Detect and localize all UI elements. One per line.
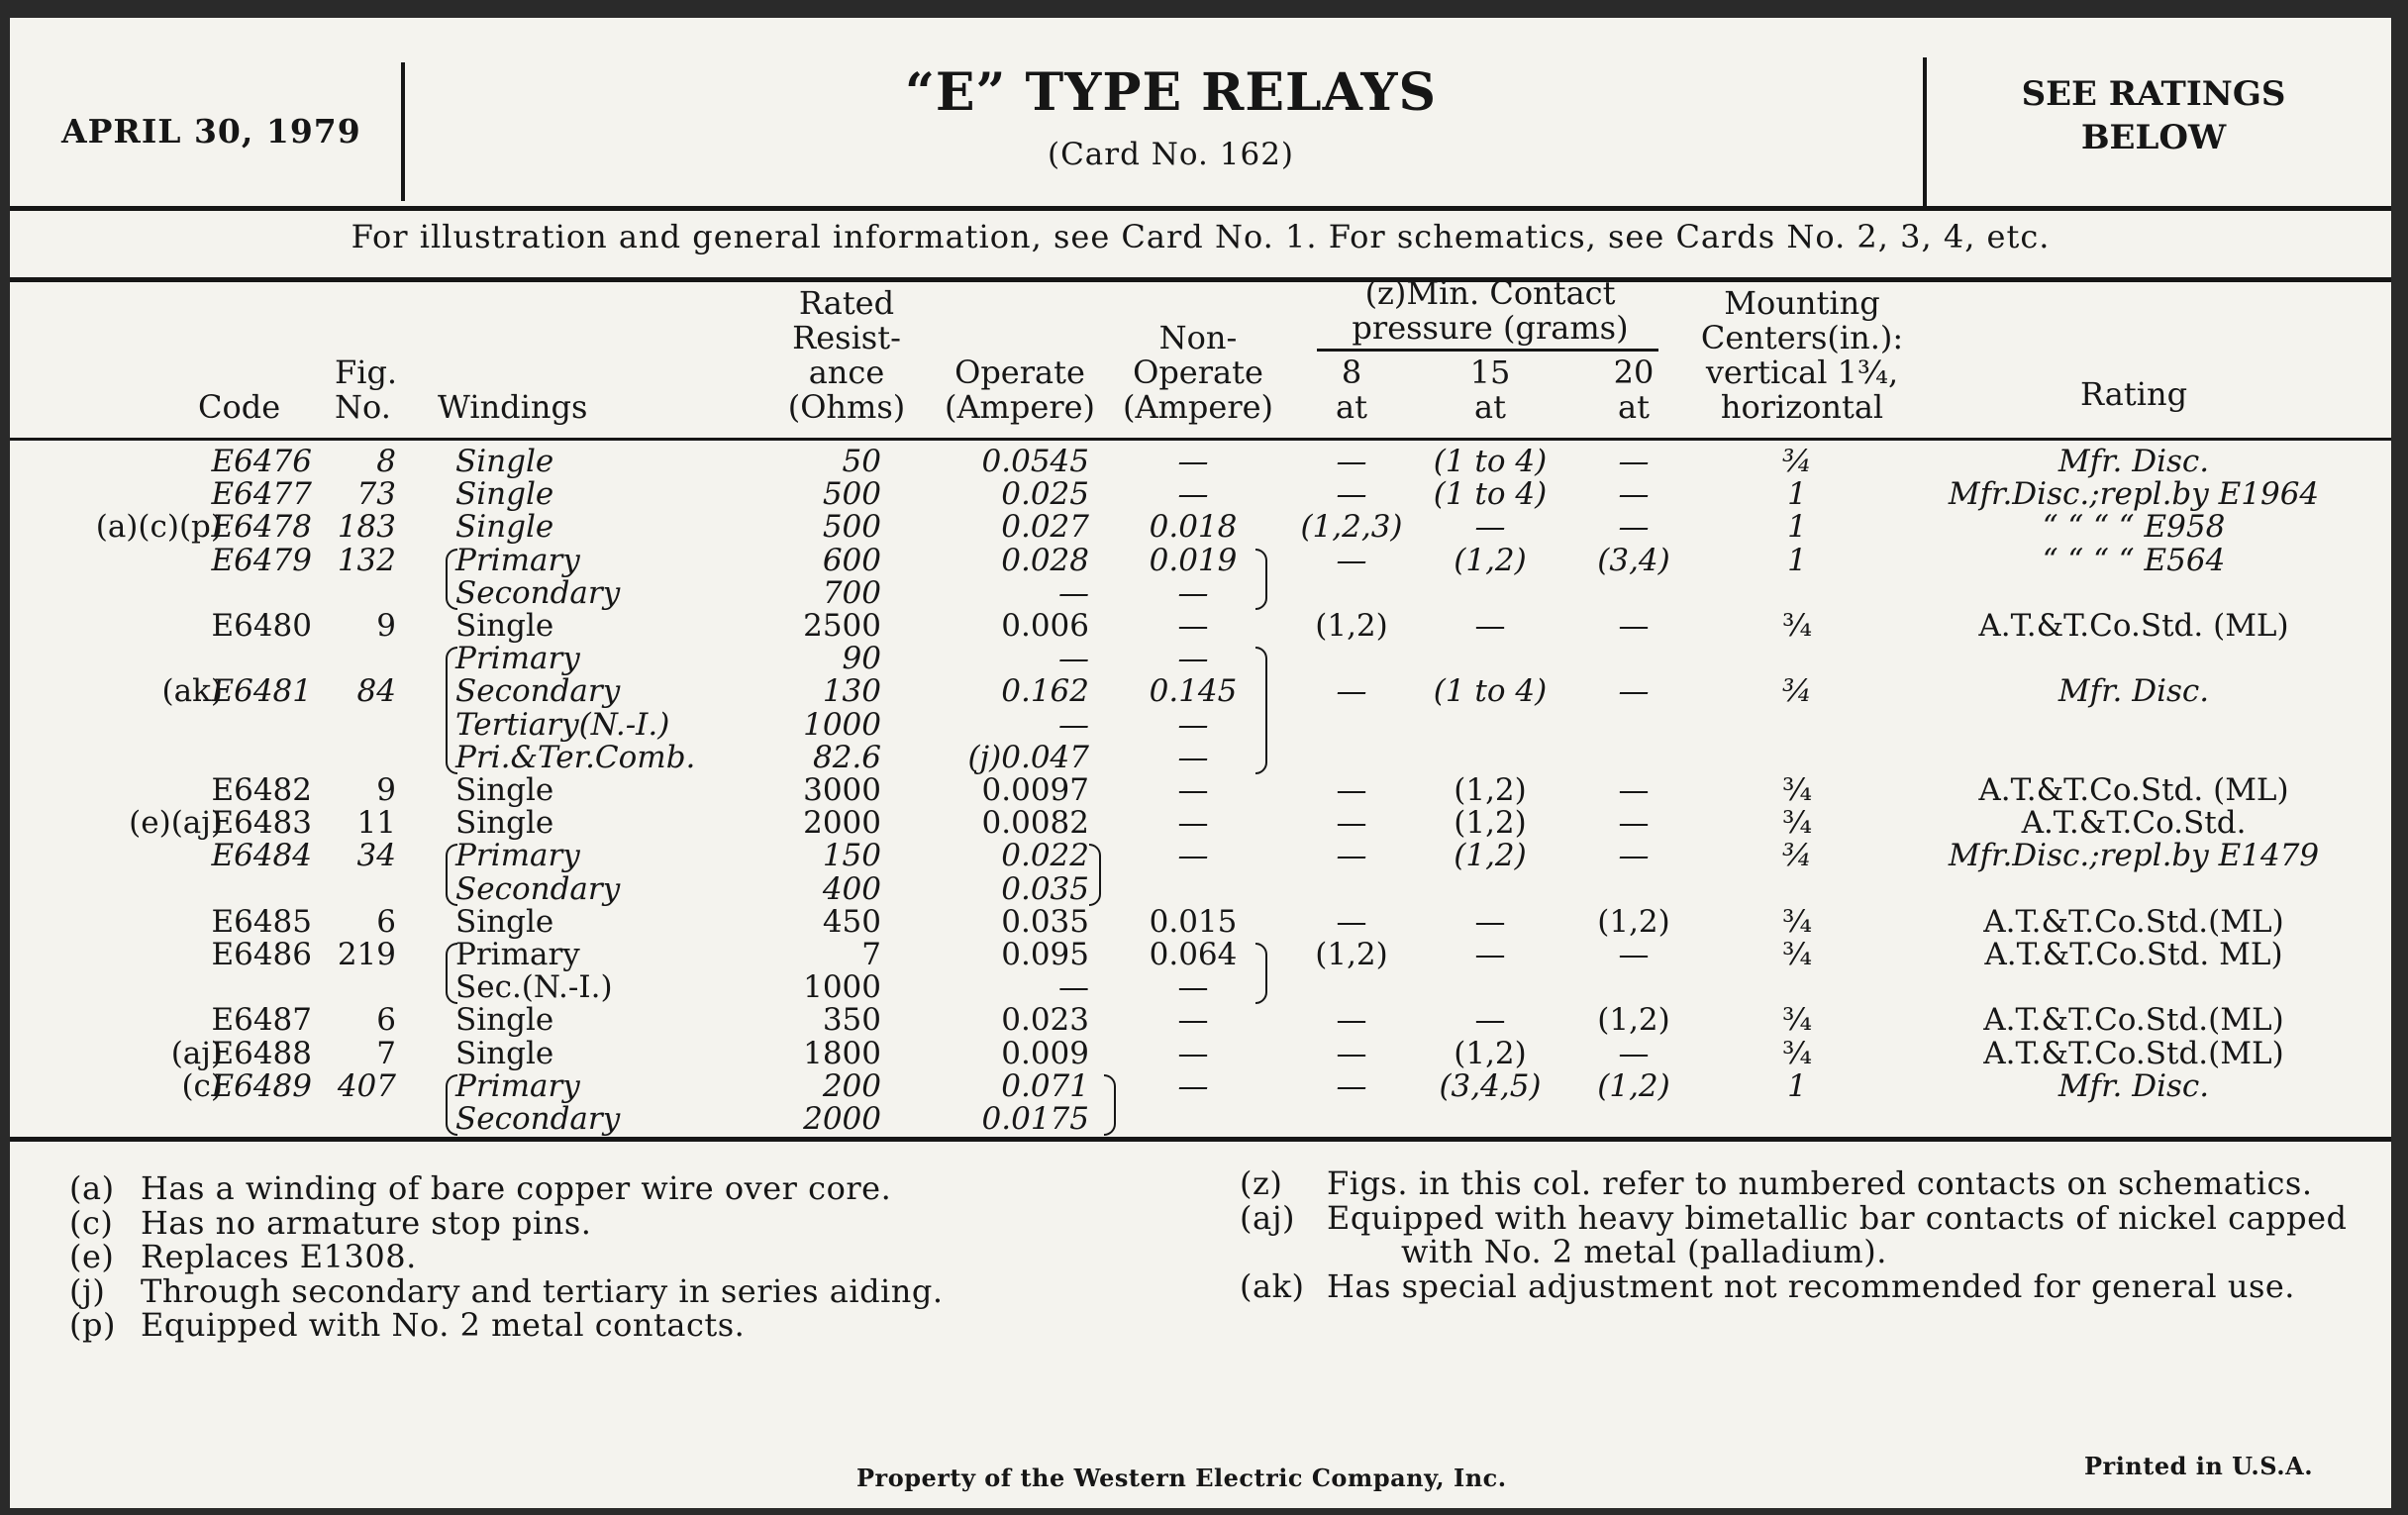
- row-pressure-8: (1,2): [1315, 937, 1388, 972]
- row-pressure-20: —: [1618, 805, 1650, 842]
- row-pressure-15: —: [1474, 1002, 1506, 1039]
- row-code: E6476: [211, 444, 312, 479]
- footnote-text: Has a winding of bare copper wire over core.: [141, 1169, 892, 1207]
- row-operate: 0.0545: [981, 444, 1089, 479]
- row-rating: A.T.&T.Co.Std. ML): [1984, 937, 2283, 972]
- row-pressure-20: (1,2): [1597, 1002, 1670, 1039]
- row-operate: 0.023: [1001, 1002, 1089, 1039]
- brace-windings-e6484: [446, 844, 457, 905]
- row-operate: 0.006: [1001, 608, 1089, 644]
- row-resistance: 2000: [803, 805, 881, 842]
- col-header-res-4: (Ohms): [787, 388, 906, 426]
- row-prefix: (c): [181, 1067, 223, 1104]
- row-pressure-8: —: [1336, 903, 1367, 940]
- row-nonoperate: —: [1177, 476, 1209, 513]
- header-divider-right: [1923, 57, 1927, 206]
- row-operate: 0.025: [1001, 476, 1089, 513]
- row-fig: 407: [337, 1067, 396, 1104]
- row-rating: Mfr. Disc.: [2057, 1067, 2210, 1104]
- row-fig: 73: [356, 476, 396, 513]
- footnote-key: (p): [69, 1306, 116, 1344]
- row-code: E6489: [211, 1067, 312, 1104]
- row-operate: 0.009: [1001, 1035, 1089, 1071]
- row-windings: Single: [455, 805, 554, 842]
- row-code: E6479: [211, 542, 312, 578]
- row-mounting: ¾: [1781, 805, 1813, 842]
- card-number: (Card No. 162): [1047, 137, 1295, 172]
- row-prefix: (ak): [161, 673, 223, 710]
- row-nonoperate: —: [1177, 641, 1209, 677]
- row-pressure-20: —: [1618, 838, 1650, 874]
- brace-operate-e6484: [1089, 844, 1101, 905]
- row-mounting: ¾: [1781, 772, 1813, 808]
- col-header-nonop-1: Non-: [1158, 319, 1238, 356]
- footnote-key: (e): [69, 1238, 115, 1275]
- row-resistance: 2000: [803, 1101, 881, 1137]
- row-code: E6477: [211, 476, 312, 513]
- row-pressure-15: —: [1474, 903, 1506, 940]
- row-code: E6483: [211, 805, 312, 842]
- row-mounting: ¾: [1781, 1002, 1813, 1039]
- row-windings: Single: [455, 444, 554, 479]
- see-ratings-note: [1946, 72, 2361, 159]
- row-mounting: ¾: [1781, 937, 1813, 972]
- row-resistance: 3000: [803, 772, 881, 808]
- row-resistance: 350: [822, 1002, 881, 1039]
- row-operate: —: [1058, 641, 1089, 677]
- col-header-p8-1: 8: [1341, 354, 1362, 391]
- row-pressure-8: (1,2): [1315, 608, 1388, 644]
- row-windings: Primary: [455, 641, 580, 677]
- row-windings: Single: [455, 1035, 554, 1071]
- row-operate: 0.0097: [981, 772, 1089, 808]
- row-pressure-15: —: [1474, 937, 1506, 972]
- row-resistance: 2500: [803, 608, 881, 644]
- row-resistance: 500: [822, 509, 881, 546]
- row-rating: Mfr.Disc.;repl.by E1479: [1948, 838, 2320, 874]
- row-prefix: (a)(c)(p): [95, 509, 223, 546]
- row-rating: A.T.&T.Co.Std.(ML): [1983, 903, 2284, 940]
- row-windings: Secondary: [455, 870, 621, 907]
- footnote-key: (ak): [1240, 1266, 1305, 1305]
- row-pressure-15: (1,2): [1454, 772, 1527, 808]
- footnote-text: Has special adjustment not recommended for general use.: [1327, 1266, 2295, 1305]
- row-fig: 8: [376, 444, 396, 479]
- row-code: E6481: [211, 673, 312, 710]
- row-pressure-8: —: [1336, 476, 1367, 513]
- col-header-mount-3: vertical 1¾,: [1705, 354, 1899, 391]
- row-rating: A.T.&T.Co.Std.: [2021, 805, 2247, 842]
- col-header-p20-1: 20: [1613, 354, 1655, 391]
- row-fig: 11: [356, 805, 396, 842]
- row-pressure-20: (1,2): [1597, 903, 1670, 940]
- row-resistance: 50: [842, 444, 881, 479]
- row-mounting: 1: [1787, 1067, 1807, 1104]
- row-operate: (j)0.047: [967, 739, 1089, 775]
- row-pressure-20: —: [1618, 444, 1650, 479]
- row-pressure-20: (1,2): [1597, 1067, 1670, 1104]
- row-mounting: 1: [1787, 476, 1807, 513]
- row-rating: “ “ “ “ E564: [2042, 542, 2226, 578]
- row-code: E6488: [211, 1035, 312, 1071]
- row-operate: —: [1058, 969, 1089, 1006]
- row-mounting: ¾: [1781, 608, 1813, 644]
- row-pressure-8: —: [1336, 1002, 1367, 1039]
- col-header-operate-2: (Ampere): [944, 388, 1096, 426]
- row-pressure-8: —: [1336, 805, 1367, 842]
- page-title: “E” TYPE RELAYS: [904, 62, 1438, 123]
- footnote-text: with No. 2 metal (palladium).: [1401, 1233, 1887, 1270]
- property-notice: Property of the Western Electric Company, Inc.: [856, 1464, 1507, 1492]
- row-resistance: 130: [822, 673, 881, 710]
- row-pressure-20: (3,4): [1597, 542, 1670, 578]
- row-nonoperate: 0.064: [1149, 937, 1238, 972]
- footnote-text: Equipped with heavy bimetallic bar contacts of nickel capped: [1327, 1198, 2348, 1237]
- row-fig: 9: [376, 608, 396, 644]
- table-header-rule: [10, 438, 2391, 441]
- row-windings: Single: [455, 509, 554, 546]
- col-header-rating: Rating: [2079, 375, 2188, 413]
- row-rating: “ “ “ “ E958: [2042, 509, 2226, 546]
- row-windings: Secondary: [455, 1101, 621, 1137]
- row-windings: Secondary: [455, 673, 621, 710]
- row-nonoperate: 0.015: [1149, 903, 1238, 940]
- col-header-p15-1: 15: [1469, 354, 1511, 391]
- col-header-mount-2: Centers(in.):: [1700, 319, 1904, 356]
- pressure-group-rule: [1317, 349, 1658, 352]
- row-fig: 6: [376, 1002, 396, 1039]
- row-pressure-15: (1 to 4): [1433, 476, 1548, 513]
- row-windings: Sec.(N.-I.): [455, 969, 613, 1006]
- col-header-operate-1: Operate: [954, 354, 1085, 391]
- row-pressure-20: —: [1618, 608, 1650, 644]
- brace-nonop-e6486: [1255, 943, 1267, 1004]
- row-pressure-20: —: [1618, 1035, 1650, 1071]
- row-pressure-8: —: [1336, 444, 1367, 479]
- row-resistance: 200: [822, 1067, 881, 1104]
- footnote-key: (j): [69, 1271, 106, 1310]
- row-nonoperate: 0.019: [1149, 542, 1238, 578]
- row-nonoperate: 0.018: [1149, 509, 1238, 546]
- row-pressure-8: —: [1336, 673, 1367, 710]
- row-pressure-8: —: [1336, 1067, 1367, 1104]
- row-pressure-20: —: [1618, 476, 1650, 513]
- row-pressure-15: (1,2): [1454, 805, 1527, 842]
- footnote-key: (c): [69, 1203, 114, 1242]
- row-code: E6482: [211, 772, 312, 808]
- row-resistance: 90: [842, 641, 881, 677]
- row-resistance: 1000: [803, 969, 881, 1006]
- row-nonoperate: —: [1177, 969, 1209, 1006]
- row-nonoperate: —: [1177, 772, 1209, 808]
- footnote-key: (a): [69, 1169, 115, 1207]
- row-resistance: 500: [822, 476, 881, 513]
- col-header-pressure-1: (z)Min. Contact: [1364, 274, 1616, 312]
- row-rating: A.T.&T.Co.Std.(ML): [1983, 1002, 2284, 1039]
- row-pressure-8: —: [1336, 542, 1367, 578]
- row-nonoperate: —: [1177, 838, 1209, 874]
- row-pressure-20: —: [1618, 937, 1650, 972]
- row-mounting: ¾: [1781, 838, 1813, 874]
- brace-operate-e6489: [1104, 1074, 1116, 1136]
- row-windings: Primary: [455, 1067, 580, 1104]
- row-pressure-20: —: [1618, 673, 1650, 710]
- illustration-note: For illustration and general information, see Card No. 1. For schematics, see Cards No. 2, 3, 4, etc.: [351, 218, 2051, 255]
- row-mounting: 1: [1787, 542, 1807, 578]
- row-pressure-15: (1 to 4): [1433, 444, 1548, 479]
- col-header-fig-2: No.: [335, 388, 391, 426]
- row-windings: Single: [455, 903, 554, 940]
- row-nonoperate: —: [1177, 805, 1209, 842]
- row-pressure-20: —: [1618, 772, 1650, 808]
- row-windings: Primary: [455, 838, 580, 874]
- row-nonoperate: —: [1177, 608, 1209, 644]
- row-resistance: 150: [822, 838, 881, 874]
- col-header-p15-2: at: [1474, 388, 1506, 426]
- row-windings: Pri.&Ter.Comb.: [455, 739, 696, 775]
- row-resistance: 1800: [803, 1035, 881, 1071]
- row-fig: 84: [356, 673, 396, 710]
- brace-windings-e6479: [446, 549, 457, 610]
- row-code: E6485: [211, 903, 312, 940]
- row-code: E6478: [211, 509, 312, 546]
- col-header-code: Code: [198, 388, 281, 426]
- col-header-fig-1: Fig.: [335, 354, 398, 391]
- footnote-text: Equipped with No. 2 metal contacts.: [141, 1306, 746, 1344]
- row-nonoperate: —: [1177, 574, 1209, 611]
- row-nonoperate: —: [1177, 706, 1209, 743]
- row-fig: 6: [376, 903, 396, 940]
- row-pressure-15: (1,2): [1454, 838, 1527, 874]
- row-resistance: 400: [822, 870, 881, 907]
- row-pressure-8: —: [1336, 1035, 1367, 1071]
- row-pressure-8: —: [1336, 772, 1367, 808]
- header-rule: [10, 206, 2391, 211]
- row-windings: Single: [455, 476, 554, 513]
- row-nonoperate: 0.145: [1149, 673, 1238, 710]
- row-pressure-15: —: [1474, 608, 1506, 644]
- row-rating: A.T.&T.Co.Std.(ML): [1983, 1035, 2284, 1071]
- row-resistance: 82.6: [812, 739, 881, 775]
- col-header-p8-2: at: [1336, 388, 1367, 426]
- col-header-nonop-3: (Ampere): [1122, 388, 1274, 426]
- row-rating: Mfr. Disc.: [2057, 673, 2210, 710]
- col-header-mount-1: Mounting: [1724, 284, 1880, 322]
- row-fig: 7: [376, 1035, 396, 1071]
- row-resistance: 1000: [803, 706, 881, 743]
- row-operate: 0.028: [1001, 542, 1089, 578]
- row-mounting: ¾: [1781, 444, 1813, 479]
- brace-nonop-e6479: [1255, 549, 1267, 610]
- footnote-text: Through secondary and tertiary in series aiding.: [141, 1271, 944, 1310]
- brace-windings-e6486: [446, 943, 457, 1004]
- ratings-line-2: BELOW: [2080, 118, 2227, 157]
- row-resistance: 450: [822, 903, 881, 940]
- row-mounting: ¾: [1781, 1035, 1813, 1071]
- row-operate: —: [1058, 706, 1089, 743]
- row-operate: 0.071: [1001, 1067, 1089, 1104]
- brace-nonop-e6481: [1255, 647, 1267, 774]
- ratings-line-1: SEE RATINGS: [2021, 74, 2286, 114]
- row-pressure-15: (1,2): [1454, 1035, 1527, 1071]
- col-header-res-3: ance: [808, 354, 885, 391]
- col-header-mount-4: horizontal: [1720, 388, 1884, 426]
- row-mounting: 1: [1787, 509, 1807, 546]
- row-pressure-15: —: [1474, 509, 1506, 546]
- row-rating: A.T.&T.Co.Std. (ML): [1978, 772, 2289, 808]
- row-nonoperate: —: [1177, 1067, 1209, 1104]
- footnote-text: Replaces E1308.: [141, 1238, 417, 1275]
- table-bottom-rule: [10, 1137, 2391, 1142]
- row-pressure-20: —: [1618, 509, 1650, 546]
- row-pressure-8: (1,2,3): [1300, 509, 1403, 546]
- row-fig: 132: [337, 542, 396, 578]
- row-pressure-15: (1 to 4): [1433, 673, 1548, 710]
- row-rating: A.T.&T.Co.Std. (ML): [1978, 608, 2289, 644]
- row-windings: Single: [455, 772, 554, 808]
- row-operate: 0.035: [1001, 903, 1089, 940]
- col-header-res-1: Rated: [798, 284, 895, 322]
- col-header-res-2: Resist-: [792, 319, 901, 356]
- row-operate: 0.095: [1001, 937, 1089, 972]
- footnote-text: Has no armature stop pins.: [141, 1203, 592, 1242]
- footnote-key: (aj): [1240, 1198, 1295, 1237]
- row-operate: 0.035: [1001, 870, 1089, 907]
- row-fig: 34: [356, 838, 396, 874]
- row-resistance: 600: [822, 542, 881, 578]
- row-rating: Mfr.Disc.;repl.by E1964: [1948, 476, 2320, 513]
- row-operate: —: [1058, 574, 1089, 611]
- row-nonoperate: —: [1177, 739, 1209, 775]
- card-date: APRIL 30, 1979: [61, 112, 361, 151]
- brace-windings-e6481: [446, 647, 457, 774]
- row-operate: 0.162: [1001, 673, 1089, 710]
- printed-notice: Printed in U.S.A.: [2084, 1452, 2314, 1480]
- row-code: E6484: [211, 838, 312, 874]
- row-pressure-15: (3,4,5): [1439, 1067, 1542, 1104]
- brace-windings-e6489: [446, 1074, 457, 1136]
- row-operate: 0.0175: [981, 1101, 1089, 1137]
- row-prefix: (e)(aj): [129, 805, 223, 842]
- row-windings: Tertiary(N.-I.): [455, 706, 670, 743]
- row-windings: Single: [455, 608, 554, 644]
- row-mounting: ¾: [1781, 903, 1813, 940]
- row-fig: 219: [337, 937, 396, 972]
- row-nonoperate: —: [1177, 444, 1209, 479]
- row-windings: Primary: [455, 937, 580, 972]
- row-nonoperate: —: [1177, 1035, 1209, 1071]
- col-header-windings: Windings: [438, 388, 588, 426]
- row-code: E6480: [211, 608, 312, 644]
- relay-card: [10, 18, 2391, 1508]
- row-code: E6486: [211, 937, 312, 972]
- row-operate: 0.027: [1001, 509, 1089, 546]
- footnote-text: Figs. in this col. refer to numbered contacts on schematics.: [1327, 1164, 2313, 1202]
- row-code: E6487: [211, 1002, 312, 1039]
- row-operate: 0.0082: [981, 805, 1089, 842]
- row-resistance: 7: [861, 937, 881, 972]
- row-windings: Primary: [455, 542, 580, 578]
- row-mounting: ¾: [1781, 673, 1813, 710]
- row-fig: 9: [376, 772, 396, 808]
- col-header-nonop-2: Operate: [1133, 354, 1263, 391]
- row-windings: Secondary: [455, 574, 621, 611]
- row-operate: 0.022: [1001, 838, 1089, 874]
- row-resistance: 700: [822, 574, 881, 611]
- footnote-key: (z): [1240, 1164, 1283, 1202]
- illustration-rule: [10, 277, 2391, 282]
- col-header-pressure-2: pressure (grams): [1352, 309, 1629, 347]
- row-pressure-15: (1,2): [1454, 542, 1527, 578]
- col-header-p20-2: at: [1618, 388, 1650, 426]
- row-nonoperate: —: [1177, 1002, 1209, 1039]
- header-divider-left: [401, 62, 405, 201]
- row-prefix: (aj): [170, 1035, 223, 1071]
- row-fig: 183: [337, 509, 396, 546]
- row-pressure-8: —: [1336, 838, 1367, 874]
- row-rating: Mfr. Disc.: [2057, 444, 2210, 479]
- row-windings: Single: [455, 1002, 554, 1039]
